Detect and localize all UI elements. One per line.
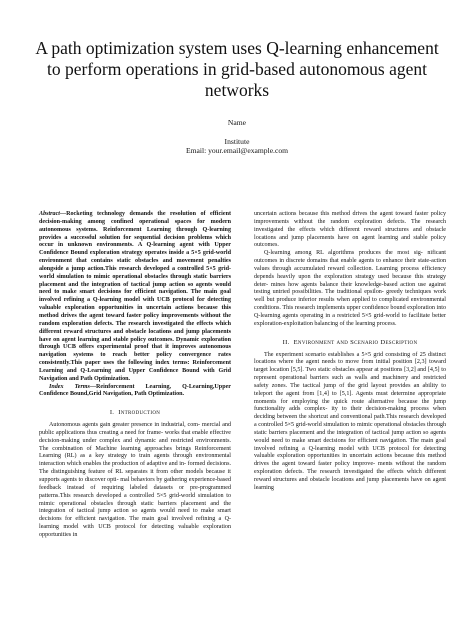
- section-number: II.: [282, 338, 290, 346]
- abstract-label: Abstract—: [39, 211, 67, 217]
- abstract-text: Rocketing technology demands the resolution of efficient decision-making among confined operational spaces for modern autonomous systems. Reinforcement Learning through Q-learning provides a successful solution for sequential decision problems which occur in unknown environments. A Q-learning agent with Upper Confidence Bound exploration strategy operates inside a 5×5 grid-world environment that contains static obstacles and movement penalties alongside a jump action.This research developed a controlled 5×5 grid-world simulation to mimic operational obstacles through static barriers placement and the integration of tactical jump action so agents would need to make smart decisions for efficient navigation. The main goal involved refining a Q-learning model with UCB protocol for detecting valuable exploration opportunities in uncertain actions because this method drives the agent toward faster policy improvements without the random exploration defects. The research investigated the effects which different reward structures and obstacle locations and jump placements have on agent learning and stable policy outcomes. Dynamic exploration through UCB offers experimental proof that it improves autonomous navigation systems to reach better policy convergence rates consistently.This paper uses the following index terms: Reinforcement Learning and Q-Learning and Upper Confidence Bound with Grid Navigation and Path Optimization.: [39, 211, 231, 382]
- section-heading-introduction: [39, 409, 231, 417]
- author-email: Email: your.email@example.com: [185, 146, 289, 155]
- intro-paragraph-2: Q-learning among RL algorithms produces the most sig- nificant outcomes in discrete domains that enable agents to enhance their state-action values through accumulated reward collection. Learning process efficiency depends heavily upon the exploration strategy used because this strategy deter- mines how agents balance their knowledge-based action use against testing untried possibilities. The traditional epsilon- greedy techniques work well but produce inferior results when applied to complicated environmental conditions. This research implements upper confidence bound exploration into Q-learning agents operating in a restricted 5×5 grid-world to facilitate better exploration-exploitation balancing of the learning process.: [254, 250, 446, 327]
- paper-title: A path optimization system uses Q-learning enhancement to perform operations in grid-based autonomous agent networks: [35, 38, 439, 100]
- index-terms: [39, 384, 231, 400]
- right-column: [254, 211, 446, 493]
- abstract: [39, 211, 231, 384]
- environment-paragraph-1: The experiment scenario establishes a 5×5 grid consisting of 25 distinct locations where the agent needs to move from initial position [2,3] toward target location [5,5]. Two static obstacles appear at positions [3,2] and [4,5] to represent operational barriers such as walls and machinery and restricted safety zones. The tactical jump of the grid layout provides an ability to teleport the agent from [1,4] to [5,1]. Agents must determine appropriate moments for employing the quick route alternative because the jump functionality adds complex- ity to their decision-making process when deciding between the shortcut and conventional path.This research developed a controlled 5×5 grid-world simulation to mimic operational obstacles through static barriers placement and the integration of tactical jump action so agents would need to make smart decisions for efficient navigation. The main goal involved refining a Q-learning model with UCB protocol for detecting valuable exploration opportunities in uncertain actions because this method drives the agent toward faster policy improve- ments without the random exploration defects. The research investigated the effects which different reward structures and obstacle locations and jump placements have on agent learning: [254, 351, 446, 491]
- index-terms-label: Index Terms—: [49, 383, 97, 390]
- section-number: I.: [109, 409, 115, 417]
- intro-paragraph-1-continued: uncertain actions because this method drives the agent toward faster policy improvements without the random exploration defects. The research investigated the effects which different reward structures and obstacle locations and jump placements have on agent learning and stable policy outcomes.: [254, 211, 446, 249]
- author-block: [0, 118, 474, 156]
- intro-paragraph-1: Autonomous agents gain greater presence in industrial, com- mercial and public applications thus creating a need for frame- works that enable effective decision-making under complex and dynamic and restricted environments. The combination of Machine learning approaches brings Reinforcement Learning (RL) as a key strategy to train agents through environmental interaction which enables the production of adaptive and in- formed decisions. The distinguishing feature of RL separates it from other models because it supports agents to discover opti- mal behaviors by gathering experience-based feedback instead of requiring labeled datasets or pre-programmed patterns.This research developed a controlled 5×5 grid-world simulation to mimic operational obstacles through static barriers placement and the integration of tactical jump action so agents would need to make smart decisions for efficient navigation. The main goal involved refining a Q-learning model with UCB protocol for detecting valuable exploration opportunities in: [39, 422, 231, 538]
- index-terms-text: Reinforcement Learning, Q-Learning,Upper Confidence Bound,Grid Navigation, Path Optimization.: [39, 383, 231, 398]
- author-institute: Institute: [224, 136, 250, 146]
- section-title: Environment and Scenario Description: [293, 338, 418, 346]
- left-column: [39, 211, 231, 540]
- section-title: Introduction: [118, 409, 161, 417]
- section-heading-environment: [254, 339, 446, 347]
- author-name: Name: [227, 118, 247, 127]
